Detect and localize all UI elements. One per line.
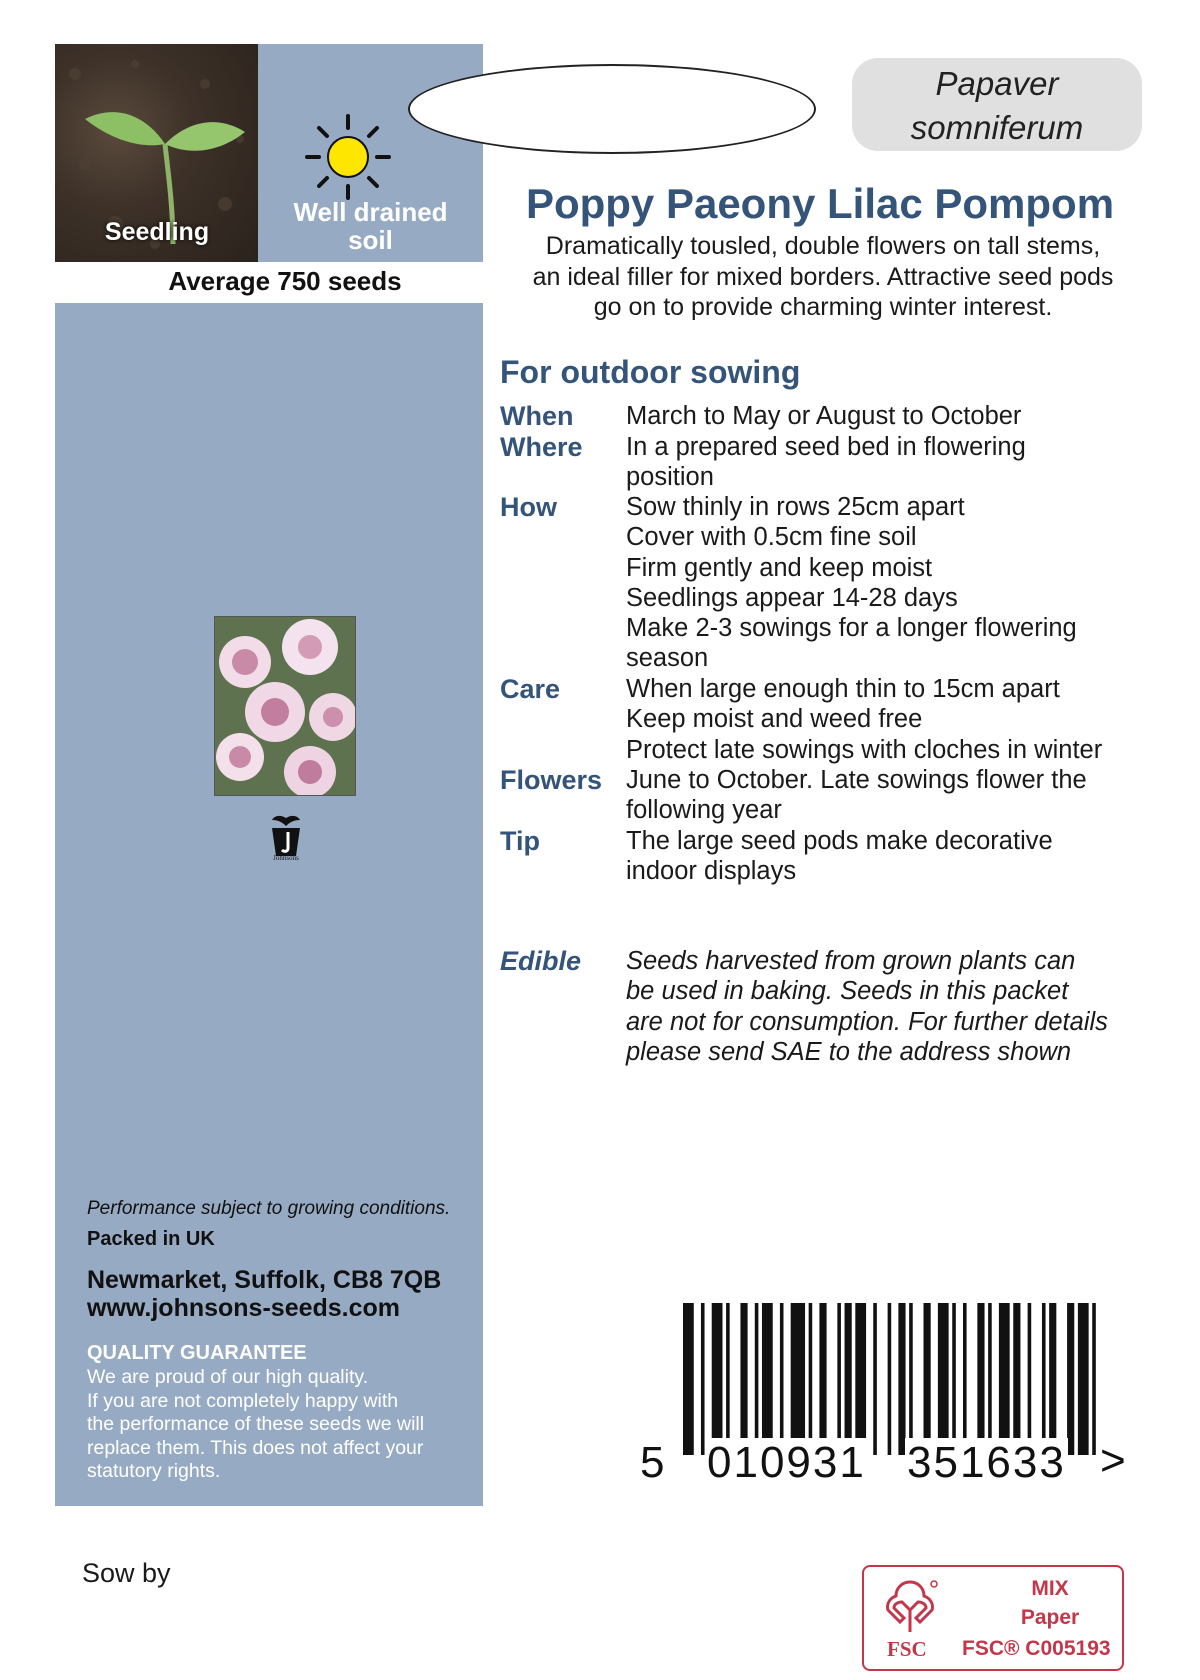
edible-text (626, 946, 1166, 1067)
instruction-line: When large enough thin to 15cm apart (626, 675, 1060, 703)
instruction-value (626, 826, 1166, 887)
instruction-line: following year (626, 796, 782, 825)
edible-line: please send SAE to the address shown (626, 1037, 1072, 1066)
barcode-bar (988, 1303, 992, 1455)
barcode-digits-left: 010931 (707, 1438, 866, 1487)
barcode-bar (762, 1303, 773, 1455)
barcode-bar (755, 1303, 759, 1455)
company-website[interactable]: www.johnsons-seeds.com (87, 1294, 401, 1322)
company-address: Newmarket, Suffolk, CB8 7QB (87, 1266, 442, 1294)
description-line: an ideal filler for mixed borders. Attractive seed pods (532, 262, 1114, 291)
barcode-bar (740, 1303, 747, 1455)
barcode-bar (726, 1303, 730, 1455)
instruction-line: Cover with 0.5cm fine soil (626, 523, 917, 552)
instruction-line: Sow thinly in rows 25cm apart (626, 493, 965, 521)
barcode-bar (837, 1303, 841, 1455)
quality-line: replace them. This does not affect your (87, 1436, 424, 1459)
instruction-value (626, 401, 1166, 431)
instruction-line: Keep moist and weed free (626, 705, 923, 734)
fsc-mix: MIX (1031, 1577, 1069, 1600)
sow-by-label: Sow by (82, 1558, 171, 1588)
instruction-line: indoor displays (626, 857, 797, 886)
edible-label: Edible (500, 946, 582, 976)
barcode-bar (938, 1303, 949, 1455)
instruction-label: Where (500, 432, 583, 462)
sowing-heading: For outdoor sowing (500, 354, 801, 390)
barcode-bar (1067, 1303, 1074, 1455)
barcode-bar (1013, 1303, 1020, 1455)
barcode-bar (873, 1303, 877, 1455)
instruction-value (626, 492, 1166, 674)
barcode-bar (898, 1303, 905, 1455)
barcode-bar (1092, 1303, 1096, 1455)
product-title: Poppy Paeony Lilac Pompom (525, 180, 1115, 227)
instruction-line: Firm gently and keep moist (626, 553, 933, 582)
fsc-tree-icon (880, 1578, 940, 1634)
barcode-digits-right: 351633 (907, 1438, 1066, 1487)
barcode-bar (855, 1303, 866, 1455)
sun-icon (303, 112, 393, 202)
instruction-line: In a prepared seed bed in flowering (626, 433, 1026, 461)
fsc-code: FSC® C005193 (962, 1637, 1111, 1660)
instruction-line: Make 2-3 sowings for a longer flowering (626, 614, 1077, 643)
instruction-line: Protect late sowings with cloches in winter (626, 735, 1103, 764)
barcode-bar (977, 1303, 984, 1455)
product-description (498, 231, 1148, 323)
edible-line: are not for consumption. For further details (626, 1007, 1108, 1036)
fsc-paper: Paper (1020, 1606, 1080, 1629)
barcode-bar (1028, 1303, 1032, 1455)
instruction-value (626, 432, 1166, 493)
quality-line: If you are not completely happy with (87, 1389, 399, 1412)
barcode-bar (701, 1303, 705, 1455)
quality-line: We are proud of our high quality. (87, 1366, 369, 1388)
barcode (683, 1303, 1103, 1455)
barcode-bar (999, 1303, 1010, 1455)
blank-oval-label (408, 64, 816, 154)
quality-line: statutory rights. (87, 1460, 221, 1482)
barcode-bar (819, 1303, 826, 1455)
packed-in: Packed in UK (87, 1228, 215, 1250)
johnsons-logo-text: Johnsons (273, 854, 299, 862)
barcode-bar (1042, 1303, 1046, 1455)
instruction-line: March to May or August to October (626, 402, 1022, 430)
instruction-line: Seedlings appear 14-28 days (626, 583, 958, 612)
quality-line: the performance of these seeds we will (87, 1413, 425, 1435)
instruction-line: June to October. Late sowings flower the (626, 766, 1087, 794)
barcode-bar (1049, 1303, 1056, 1455)
quality-guarantee-title: QUALITY GUARANTEE (87, 1342, 307, 1364)
instruction-line: The large seed pods make decorative (626, 827, 1053, 855)
soil-label-line-2: soil (348, 225, 393, 255)
barcode-digit-first: 5 (640, 1438, 665, 1487)
barcode-bar (780, 1303, 784, 1455)
latin-name-species: somniferum (910, 109, 1084, 146)
instruction-value (626, 765, 1166, 826)
description-line: go on to provide charming winter interest. (593, 293, 1053, 321)
barcode-bar (924, 1303, 931, 1455)
barcode-arrow: > (1100, 1436, 1126, 1485)
barcode-bar (712, 1303, 723, 1455)
instruction-value (626, 674, 1166, 765)
seedling-label: Seedling (104, 218, 210, 246)
instruction-label: Care (500, 674, 561, 704)
instruction-label: Tip (500, 826, 540, 856)
performance-note: Performance subject to growing conditions. (87, 1198, 451, 1219)
barcode-bar (952, 1303, 956, 1455)
edible-line: Seeds harvested from grown plants can (626, 947, 1076, 975)
instruction-label: When (500, 401, 574, 431)
barcode-bar (909, 1303, 913, 1455)
soil-label-line-1: Well drained (293, 197, 448, 227)
latin-name-genus: Papaver (935, 65, 1059, 102)
instruction-label: Flowers (500, 765, 603, 795)
instruction-line: season (626, 644, 709, 673)
quality-guarantee-text (87, 1366, 487, 1484)
barcode-bar (963, 1303, 967, 1455)
barcode-bar (1078, 1303, 1089, 1455)
flower-photo (214, 616, 356, 796)
instruction-label: How (500, 492, 557, 522)
barcode-bar (888, 1303, 892, 1455)
soil-label (258, 198, 483, 254)
barcode-bar (791, 1303, 805, 1455)
description-line: Dramatically tousled, double flowers on tall stems, (545, 232, 1101, 260)
average-seeds: Average 750 seeds (168, 266, 402, 296)
fsc-word: FSC (887, 1637, 927, 1661)
edible-line: be used in baking. Seeds in this packet (626, 977, 1069, 1006)
barcode-bar (809, 1303, 813, 1455)
latin-name (852, 62, 1142, 150)
barcode-bar (845, 1303, 852, 1455)
barcode-bar (683, 1303, 694, 1455)
instruction-line: position (626, 463, 714, 492)
